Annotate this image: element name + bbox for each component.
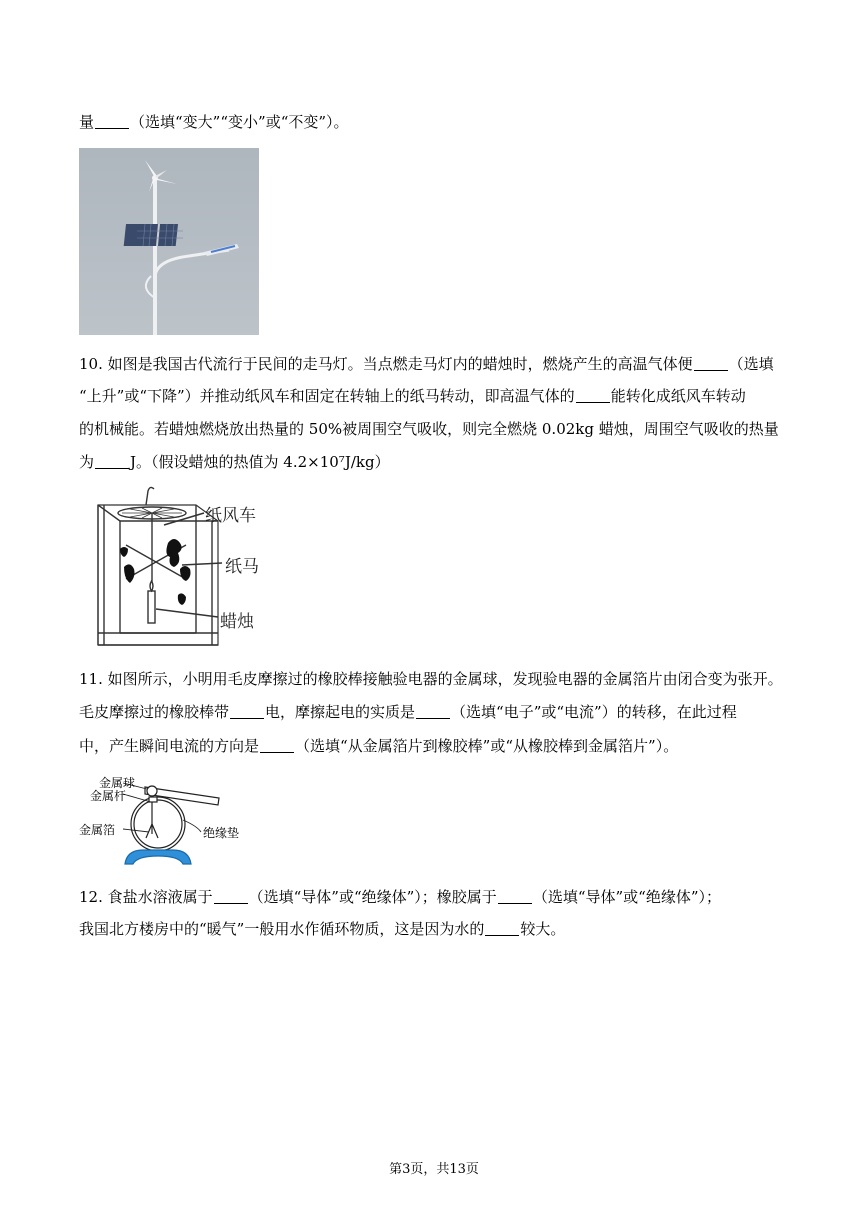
answer-blank [230,704,264,719]
label-candle: 蜡烛 [220,612,254,632]
label-insulating-pad: 绝缘垫 [203,826,240,840]
q10-line-3 [79,419,779,439]
label-paper-horse: 纸马 [225,557,259,577]
q11-text: （选填“从金属箔片到橡胶棒”或“从橡胶棒到金属箔片”）。 [295,737,679,755]
revolving-lantern-figure [86,483,271,653]
answer-blank [416,704,450,719]
q9-tail-line [79,112,349,132]
street-lamp-photo [79,148,259,335]
answer-blank [260,738,294,753]
answer-blank [214,889,248,904]
q10-text: 能转化成纸风车转动 [610,387,746,405]
q11-line-2 [79,702,737,722]
q11-text: 电，摩擦起电的实质是 [265,703,416,721]
q12-text: （选填“导体”或“绝缘体”）；橡胶属于 [248,888,497,906]
q11-text: （选填“电子”或“电流”）的转移，在此过程 [451,703,737,721]
answer-blank [694,356,728,371]
q12-text: （选填“导体”或“绝缘体”）； [532,888,721,906]
q10-line-1 [79,354,774,374]
label-paper-windmill: 纸风车 [205,506,256,526]
electroscope-figure [79,770,279,870]
q12-text: 较大。 [520,920,566,938]
q11-line-1 [79,669,783,689]
answer-blank [95,114,129,129]
q11-text: 毛皮摩擦过的橡胶棒带 [79,703,230,721]
q11-text: 11. 如图所示，小明用毛皮摩擦过的橡胶棒接触验电器的金属球，发现验电器的金属箔片由闭合变为张开。 [79,670,783,688]
q12-line-1 [79,887,721,907]
q9-tail-prefix: 量 [79,113,95,131]
q11-line-3 [79,736,678,756]
answer-blank [95,454,129,469]
label-metal-rod: 金属杆 [90,789,127,803]
q12-text: 12. 食盐水溶液属于 [79,888,213,906]
q10-line-2 [79,386,746,406]
q10-text: （选填 [728,355,774,373]
answer-blank [498,889,532,904]
q12-text: 我国北方楼房中的“暖气”一般用水作循环物质，这是因为水的 [79,920,485,938]
q10-line-4 [79,452,390,472]
q9-tail-suffix: （选填“变大”“变小”或“不变”）。 [130,113,349,131]
label-metal-foil: 金属箔 [79,823,116,837]
q11-text: 中，产生瞬间电流的方向是 [79,737,260,755]
q10-text: 为 [79,453,95,471]
q12-line-2 [79,919,565,939]
answer-blank [485,921,519,936]
page-footer: 第3页，共13页 [389,1162,479,1177]
answer-blank [576,388,610,403]
label-metal-ball: 金属球 [99,776,136,790]
q10-text: 10. 如图是我国古代流行于民间的走马灯。当点燃走马灯内的蜡烛时，燃烧产生的高温气体便 [79,355,693,373]
q10-text: J。（假设蜡烛的热值为 4.2×10⁷J/kg） [130,453,390,471]
q10-text: “上升”或“下降”）并推动纸风车和固定在转轴上的纸马转动，即高温气体的 [79,387,575,405]
q10-text: 的机械能。若蜡烛燃烧放出热量的 50%被周围空气吸收，则完全燃烧 0.02kg 蜡烛，周围空气吸收的热量 [79,420,779,438]
